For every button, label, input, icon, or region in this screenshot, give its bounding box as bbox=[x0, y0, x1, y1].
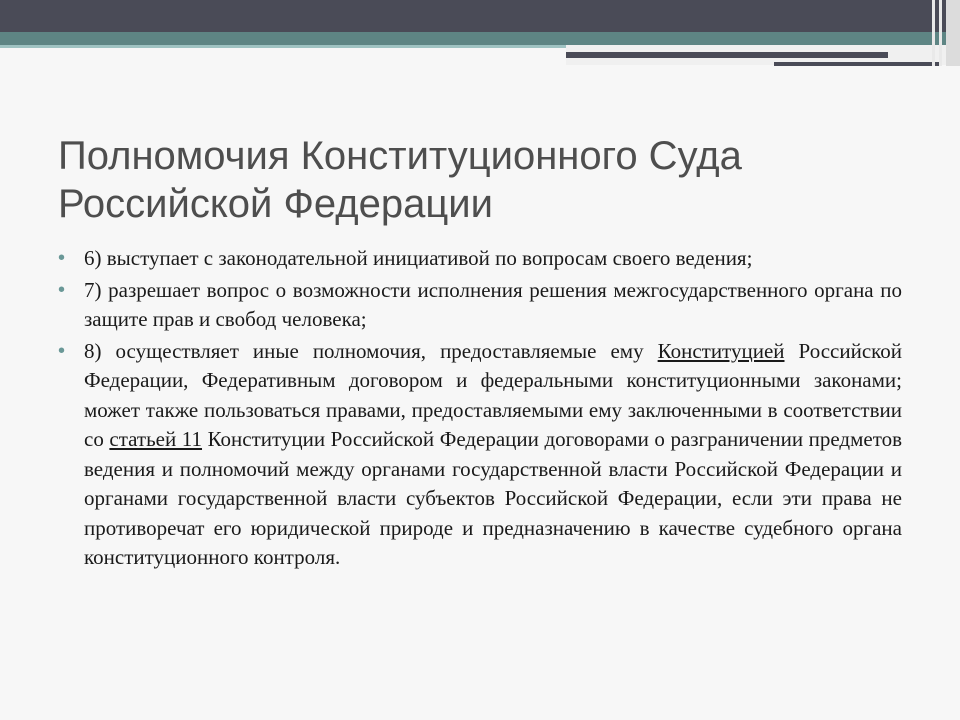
header-accent-bar-short bbox=[774, 62, 942, 66]
slide-title-line-2: Российской Федерации bbox=[58, 182, 493, 226]
bullet-icon: • bbox=[58, 247, 66, 269]
list-item bbox=[58, 276, 902, 335]
header-accent-bar bbox=[566, 52, 888, 58]
slide-title bbox=[58, 132, 918, 228]
list-item-text: 6) выступает с законодательной инициативой по вопросам своего ведения; bbox=[84, 246, 753, 270]
article-11-link[interactable]: статьей 11 bbox=[109, 427, 203, 451]
item-text-part: 8) осуществляет иные полномочия, предоставляемые ему bbox=[84, 338, 644, 363]
header-stripe bbox=[932, 0, 935, 66]
header-band-dark bbox=[0, 0, 960, 32]
item-text-part: Конституции Российской Федерации договорами о разграничении предметов ведения и полномочий между органами государственной власти Российской Федерации и органами государственной власти субъектов Российской Федерации, если эти права не противоречат его юридической природе и предназначению в качестве судебного органа конституционного контроля. bbox=[84, 427, 903, 569]
list-item-text: 7) разрешает вопрос о возможности исполнения решения межгосударственного органа по защите прав и свобод человека; bbox=[84, 277, 902, 331]
list-item bbox=[58, 337, 902, 573]
bullet-icon: • bbox=[58, 278, 66, 301]
list-item bbox=[58, 244, 902, 274]
constitution-link[interactable]: Конституцией bbox=[657, 338, 785, 363]
list-item-text bbox=[84, 337, 902, 573]
bullet-list bbox=[58, 244, 902, 575]
header-stripe bbox=[946, 0, 960, 66]
item-text-part: Российской Федерации, Федеративным договором и федеральными конституционными законами; может также пользоваться правами, предоставляемыми ему заключенными в соответствии со bbox=[84, 338, 903, 451]
slide-title-line-1: Полномочия Конституционного Суда bbox=[58, 134, 742, 178]
bullet-icon: • bbox=[58, 339, 66, 362]
header-band-teal bbox=[0, 32, 960, 45]
header-stripe bbox=[939, 0, 942, 66]
header-accent-line bbox=[0, 45, 566, 48]
